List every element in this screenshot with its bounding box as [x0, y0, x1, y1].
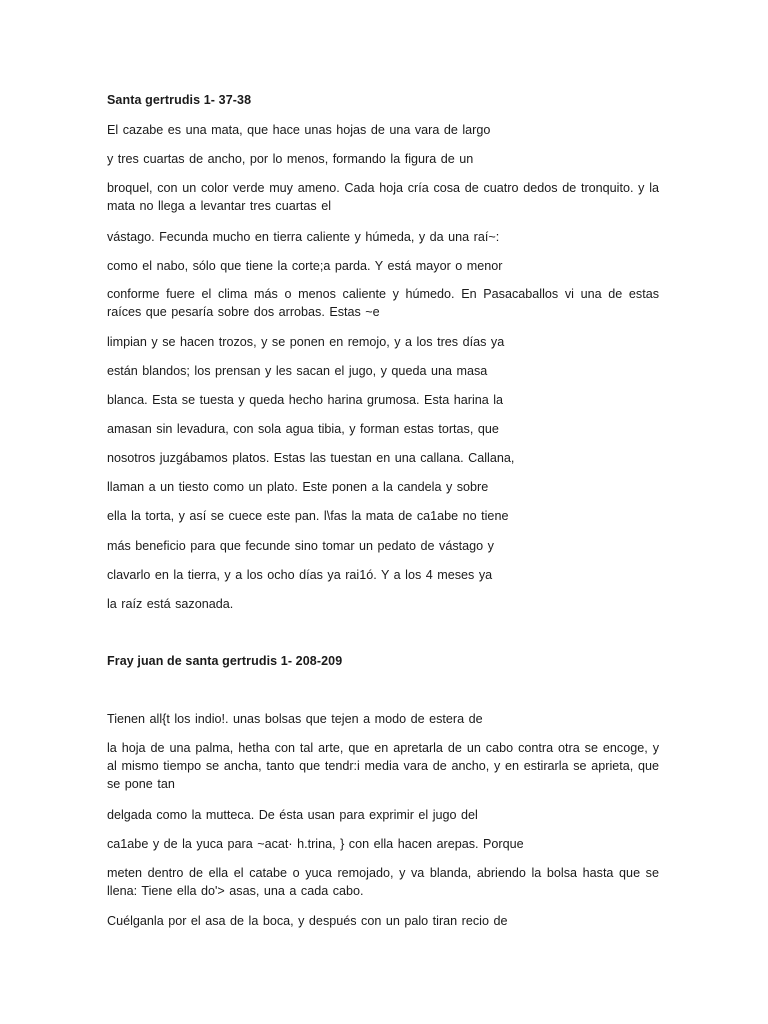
paragraph-line: y tres cuartas de ancho, por lo menos, formando la figura de un	[107, 152, 474, 166]
paragraph-line: clavarlo en la tierra, y a los ocho días ya rai1ó. Y a los 4 meses ya	[107, 568, 493, 582]
paragraph-line: Tienen all{t los indio!. unas bolsas que tejen a modo de estera de	[107, 712, 483, 726]
section-heading-santa-gertrudis: Santa gertrudis 1- 37-38	[107, 93, 252, 107]
paragraph-line: broquel, con un color verde muy ameno. Cada hoja cría cosa de cuatro dedos de tronquito. y la mata no llega a levantar tres cuartas el	[107, 181, 659, 213]
paragraph-line: meten dentro de ella el catabe o yuca remojado, y va blanda, abriendo la bolsa hasta que se llena: Tiene ella do'> asas, una a cada cabo.	[107, 866, 659, 898]
paragraph-line: Cuélganla por el asa de la boca, y después con un palo tiran recio de	[107, 914, 508, 928]
paragraph-line: ella la torta, y así se cuece este pan. l\fas la mata de ca1abe no tiene	[107, 509, 509, 523]
paragraph-line: nosotros juzgábamos platos. Estas las tuestan en una callana. Callana,	[107, 451, 515, 465]
paragraph-line: más beneficio para que fecunde sino tomar un pedato de vástago y	[107, 539, 494, 553]
paragraph-line: como el nabo, sólo que tiene la corte;a parda. Y está mayor o menor	[107, 259, 503, 273]
paragraph-line: llaman a un tiesto como un plato. Este ponen a la candela y sobre	[107, 480, 489, 494]
paragraph-line: limpian y se hacen trozos, y se ponen en remojo, y a los tres días ya	[107, 335, 505, 349]
paragraph-line: la raíz está sazonada.	[107, 597, 234, 611]
paragraph-line: amasan sin levadura, con sola agua tibia, y forman estas tortas, que	[107, 422, 499, 436]
section-heading-fray-juan: Fray juan de santa gertrudis 1- 208-209	[107, 654, 343, 668]
paragraph-line: delgada como la mutteca. De ésta usan para exprimir el jugo del	[107, 808, 478, 822]
paragraph-line: están blandos; los prensan y les sacan el jugo, y queda una masa	[107, 364, 488, 378]
paragraph-line: ca1abe y de la yuca para ~acat· h.trina, } con ella hacen arepas. Porque	[107, 837, 524, 851]
paragraph-line: vástago. Fecunda mucho en tierra caliente y húmeda, y da una raí~:	[107, 230, 500, 244]
paragraph-line: El cazabe es una mata, que hace unas hojas de una vara de largo	[107, 123, 491, 137]
paragraph-line: la hoja de una palma, hetha con tal arte, que en apretarla de un cabo contra otra se encoge, y al mismo tiempo se ancha, tanto que tendr:i media vara de ancho, y en estirarla se aprieta, que se pone tan	[107, 741, 659, 791]
paragraph-line: blanca. Esta se tuesta y queda hecho harina grumosa. Esta harina la	[107, 393, 504, 407]
paragraph-line: conforme fuere el clima más o menos caliente y húmedo. En Pasacaballos vi una de estas raíces que pesaría sobre dos arrobas. Estas ~e	[107, 287, 659, 319]
